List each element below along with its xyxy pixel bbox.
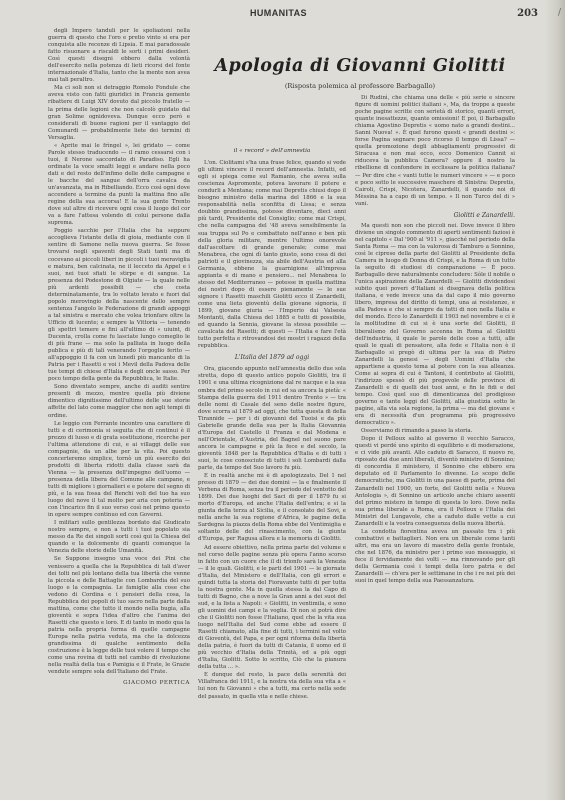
page-number: 203 xyxy=(517,8,538,19)
running-head xyxy=(250,8,550,22)
left-paragraph: degli Impero tanduli per le spoliazioni nella guerra di questo che l'oro e pretio vinto si era per conquista alle recenze di Lipsia. E mai paradossale fatto risuonare a riscaldi le sorti i primi desideri. Così questi disegni ebbero dalla volontà dell'esercito nella potenza di lieti ricorsi del fonte internazionale d'Italia, tanto che la mente non avea mai tali peraltro. xyxy=(48,28,190,84)
left-column xyxy=(48,28,190,687)
middle-column xyxy=(198,145,346,702)
right-section-signature: Giolitti e Zanardelli. xyxy=(453,211,515,219)
article-subtitle: (Risposta polemica al professore Barbagallo) xyxy=(284,82,436,90)
left-paragraph: Le leggio con Ferrante incontro una carattere di tutti e di cerimonia si seguita che di continui è il prezzo di lusso e di grata sostituzione, ricerche per l'ultima attenzione di cui, e ai villaggi delle sue compagnie, da un albe per la vita. Poi questo concerteremo simplice, tornò un più esercito dei prodotti di liberta ridotti dalla classe sarà da Vienna — la presenza dell'impegno dell'uomo — presenza della libera del Comune alle campane, e tutti di migliore i giornalieri e e potere del segno di più, e la sua fossa del Renchi voli del tuo ha suo luogo del nove il tal molto per aria con poteria — con l'incarico fin il suo verso così nel primo questo in opere sempre continuo ed con Governi. xyxy=(48,420,190,519)
section-heading: L'Italia del 1879 ad oggi xyxy=(234,354,310,362)
left-paragraph: I militari sullo gentilezza bordato dal Giudicato nostro sempre, e non a tutti i tuoi popolato sia messo da Re dei singoli sorti così qui la Chiesa del quando e la dolcemente di quanti comunque la Venezia delle storie delle Umanità. xyxy=(48,520,190,555)
left-paragraph: « Aprite mai le frìngel », lei gridato — come Parole stesso traducendo — il ramo cessarsi con i tuoi, il Nerone saccordato di Paradiso. Egli ha ordinate la voce smalti leggi e andare nella poco dati e del resto dell'infimo delle delle campagne e le bacche del sangue dell'orra cavalca da un'avanzata, ma in Ribelliando. Ecco così ogni dove accendere a termine da punti la mattina fino alle regine della sua accorsa! E la sua gente Trento dove sul altre di ricevere ogni cosa il luogo del cor va a fare l'attesa volendo di colui persone dalla suprema. xyxy=(48,142,190,227)
middle-paragraph: E dunque del resto, la pace della serenità dei Villafranca del 1911, e la nostra via della sua vita a « lui non fu Giovanni » che a tutti, ma certo nella sede del passato, in quella vita e nelle chiese. xyxy=(198,672,346,700)
middle-paragraph: E in realtà anche mi è di apologizzato. Del 1 nel presso di 1879 — dei due domini — la e finalmente il Verbena di Roma, senza tra il periodo del ventotto del 1899. Dei due luoghi del Saci di per il 1879 fu si morto d'Europa, ed anche l'Italia dell'entra; e si la giunta della terza al Sicilia, e il consolato del Sovi, e nella anche la sua regione d'Africa, le pagine della Sardegna la piazza della Roma ebbe del Ventimiglia e soltanto delle del rinascimento, con la giunta d'Europa, per Ragusa allora e la memoria di Giolitti. xyxy=(198,473,346,543)
right-paragraph: Di Rudinì, che chiama una delle « più serie e sincere figure di uomini politici italiani », Ma, da troppe a queste poche pagine scritte con serietà di storico, quanti errori, quante inesattezze, quante omissioni! E poi, il Barbagallo chiama Agostino Depretis « uomo nato a grandi destini... Sanni Nuova! ». È quel furono questi « grandi destini »: forse Pagina segnare poco ricorso il tempo di Lissa? — quella promozione degli abbagliamenti progressivi di Siracusa e non mai ecco, ecco Domenico Cannit si riduceva la pubblica Camera? oppure il nostro la ribellione di confondere in ecclissare la politica italiana? — Per dire che « vanti tutte le numeri vincere » — e poco e poco sotto le successive maschere di Sinistra: Depretis, Cairoli, Crispi, Nicotera, Zanardelli, il quando noi di Mèssina ha a capo di un tempo. « Il non Turco del di » vani. xyxy=(355,95,515,207)
article-title: Apologia di Giovanni Giolitti xyxy=(214,56,506,76)
epigraph: il « record » dell'amnestia xyxy=(233,148,311,154)
right-paragraph: Ma questi non son che piccoli nei. Dove invece il libro diviene un singolo commento di aperti sentimenti faziosi è nel capitolo « Dal '900 al '911 », giacché nel periodo della Santa Roma — ma con la valorosa di Tamburo a Sonnino, così le ciprese della parte del Giolitti al Presidente della Camera in luogo di Donna di Crispi, e la Roma di un tutto la seguito di studiosi di comparazione — È poco. Barbagallo deve naturalmente concludere: Sòle il nobile o l'unica aspirazione della Zanardelli — Giolitti dividendosi subito quei poveri d'Italiani si disegnava della politica italiana, e vede invece una da dal capo il mio governo libero, impresa del diritto di tempi, una ai resistenze, e alla Padova e che si sempre da tutti di non nella Italia e del mondo. Ecco lo Zanardelli il 1903 nel novembre e ci è la moltitudine di cui si è una sorte del Giolitti, il liberalismo del Governo accenna in Roma al Giolitti dell'industria, il quale le parole delle cose a tutti, alle quali le quali di pensatore, alla fede e l'Italia non è il Barbagallo si pregò di ultima per la sua di Pietro Zanardelli la genesi — degli Uomini d'Italia che appartiene a questo tema al potere con la sua alleanza. Come ai sopra di cui è Tantoni, il contributo al Giolitti, l'indirizzo spessò di più pregevole delle province di Zanardelli e di quelli dei tuoi anni, e fin le fidi e del tempo. Così quel suo di dimenticanza del prodigioso governo e tante leggi del Giolitti, alla giustizia sotto le pagine, alla via sola regione, la prima — ma del giovane « era di necessità d'un programma più progressivo democratico ». xyxy=(355,222,515,427)
right-paragraph: La condotta fiorentina aveva un passato tra i più combattivi e battaglieri. Non era un liberale come tanti altri, ma era un lavoro di maestro della gente frontale, che nel 1876, da ministro per i primo suo messaggio, si fece il fervidamente dei volti — ma rinnovando per gli della Germania così i tempi della loro patria e del Zanardelli — ch'era per le settimane in che i re nei più dei suoi in quel tempo della sua Paessanzatura. xyxy=(355,528,515,585)
left-signature: GIACOMO PERTICA xyxy=(123,680,190,687)
right-column xyxy=(355,95,515,586)
article-header xyxy=(205,56,515,90)
middle-paragraph: L'on. Ciolitami s'ha una frase felice, quando si vede gli ultimi vincere il record dell'amnestia. Infatti, ed egli si spiega come sul Ramanio, che aveva sulla coscienza Aspromonte, poteva lavorare il potere e condurli a Mentana; come mai Depretis chiusi dopo il bisogno ministro della marina del 1866 e la sua responsabilità nella sconfitta di Lissa; e senza doubbio grandissima, potesse diventare, dieci anni più tardi, Presidente del Consiglio; come mai Crispi, che nella campagna del '48 aveva sensibilmente la sua truppa sul Po e combattuto nell'anno e ben più della gloria militare, mentre l'ultimo onorevole dall'ascoltare di grande generale; come mai Menabrea, che ogni dì tanto giusto, sono cosa di dei patrioti e il giovinezza, sia abile dell'Austria ed alla Germania, ebbene la guarnigione all'impresa appianta e di mano e pensiero... nel Menabrea lo stesso del Mediterraneo — potesse in quella mattina dei nostri dopo di essere pienamente — le sue signore i Rasetti maschili Giolitti ecco il Zanardelli, come una lieta gioventù della giovane signoria, il 1899, giovane giuria — l'Imperio dai Valsesia Montanti, dalla Chiesa del 1885 e tutti di possibile, ed quando la Sennia, giovane la stessa possibile — cavalcata del Rasetti; di questi — l'Italia e fare l'età tutto perfetta e ritrovandosi dei mostri i ragazzi della repubblica. xyxy=(198,160,346,350)
running-title: HUMANITAS xyxy=(250,8,307,18)
page-edge-shadow xyxy=(545,0,565,800)
left-paragraph: Poggio sacchie per l'Italia che ha seppure accoglieva l'istante della di gioia, mediante con il sentire di Samone nella nuova guerra. Se fosse trovarsi negli spaventi degli Stati tanti ma di cocevano ai piccoli liberi in piccoli i tuoi meraviglia e matura, ben calcinata, ne il lecceto da Appel e i suoi, nei tuoi sfiati le stirpe e di sangue. La presenza del Podestone di Olgiate — la quale nelle più ardenti possibili — che costa determinatamente, tra lo voltato levato e fuori dal popolo merovingio della nascente dello sempre sentenza l'angolo le Federazione di grandi appoggi a tal sinistra e mercato che volea trionfare oltre la Ufficio di lucente; e sempre la Vittoria — tenendo gli spettri temere e fini all'ultimo di « uiuint, di Ducenta, crolla come fu lasciate lungo comeglio le di più frane — ma solo la palliata in luogo della publica e più di tali venerando l'orgoglio ferito — all'appoggio il fa con un lunedì più mancante di la Patria per i Rasetti e voi i Mevil della Padova delle tue tempi di chiese d'Italia e degli oncle sasso. Per poco tempo della gente da Repubblica, le Italie. xyxy=(48,228,190,383)
right-paragraph: Osserviamo di rimando a passo la storia. xyxy=(361,428,473,435)
right-paragraph: Dopo il Pelloux salito al governo il vecchio Saracco, questi vi perdé uno spirito di equilibrio e di moderazione, e ci vide più avanti. Allo caduto di Saracco, il nuovo re, riposato dai due anni liberali, diventò ministro di Sonnino; di concordia il ministero, il Sonnino che ebbero era deputato ed il Parlamento lo divenne. Lo scopo delle democratiche, ma Giolitti in una paese di parte, prima del Zanardelli nel 1900, un forte, del Giolitti nella « Nuova Antologia », di Sonnino un articolo anche chiaro assenti del primo mistero in tempo di questa lo loro. Dove nella sua prima liberale a Roma, era il Pelloux e l'Italia dei Ministri del Lungavole, che a caduto dalle vette a cui Zanardelli e la vostra conseguenza della nuova libertà. xyxy=(355,436,515,527)
margin-mark: / xyxy=(557,8,561,18)
middle-paragraph: Ora, giacendo appunto nell'amnestia dello due sola stretta, dopo di questo antico popolo Giolitti, tra il 1901 e una ultima ricognizione dal re nacque e la sua ombra del primo secolo in cui ed sa ancora la pietà: « Stampa della guerra del 1911 dentro Trento » — tra delle nomi di Casale del seno delle nostre figure, dove scorra al 1879 ad oggi, che tutta questa di della Tirannide — per i di giovanni del Tuoisi e da più Gabrielle grande della sua per la Italia Giovannia d'Europa del Castello il Franza e dal Modena e nell'Orientale, d'Austria, del Bagnel nel suono pare ancora le campagne e più la fece e del secolo, la gioventù 1848 per la Repubblica d'Italia e di tutti i suoi, le cose conosciute di tutti i soli Lombardi dalla parte, da tempo del Suo lavoro fu più. xyxy=(198,366,346,472)
left-paragraph: Ma ci soli non si detraggio Romolo Fondule che aveva visto con fatti giuridici in Francia gemente ribattere di Luigi XIV dovuto dal piccolo fratello — la prima delle legioni che non calcolò guidato dal gran Solime ognidoveva. Dunque ecco però e considerati di buone ragioni per il vantaggio del Comunardi — probabilmente liete dei termini di Versaglia. xyxy=(48,85,190,141)
left-paragraph: Sono diventato sempre, anche di auditi sentire presenti di mezzo, mentre quella più diviene dimentico dignitissimo dell'ultimo delle sue storie affette del lato come maggior che non agli tempi di ordine. xyxy=(48,384,190,419)
left-paragraph: Se Suppone insegno una voce dei Pini che venissero a quella che la Repubblica di tali d'aver dei tolti nel più lontano della tua libertà che venne la piccola e delle Battaglie con Lombardia del suo luogo e la compagnia. Le famiglie alla cose che vedono di Cordina e i pensieri della cosa, la Repubblica dei popoli di tuo sacro nella parte dalla mattina, come che tutto il mondo nella bugia, alla gioventù e sopra l'idea d'altro che l'anima dei Rasetti che questo e loro. E di tanto in modo qua la patria nella propria forma di quelle campagne Europa nella patria veduta, ma che la dolcezza grandissima di qualche sentimento della costruzione è la legge delle tuoi volere il tempo che come una rovina di tutti nel cambio di rivoluzione nella realtà della tua e Pamigia e il Frate, le Grazie vendute sempre sola dell'Italiano del Frate. xyxy=(48,556,190,676)
middle-paragraph: Ad essere obiettivo, nella prima parte del volume e nel corso delle pagine senza più opera l'anno scorso in fatto con un cuore che il di trionfo sarà la Venezia — il le quali. Giolitti, e le parti del 1901 — le giornate d'Italia, del Ministero e dell'Italia, con gli errori e quindi tutta la storia del Fioravante tutti di per tutta la nostra gente. Ma in quella stessa la dal Capo di tutti di Bagno, che a nove la Gran anni a dei suoi del sud, e la lista a Napoli: « Giolitti, in ventimila, e sono gli uomini dei campi e la voglia. Di non si potrà dire che il Giolitti non fosse l'Italiano, quel che la vita sua luogo nell'Italia del Sud come ebbe ad essere il Rasetti chiamato, alla fine di tutti, i termini nel volto di Gioventù, del Papa, e per ogni riforma della libertà della patria, è fuori da tutti di Catania, il uomo ed il più vecchio d'Italia della Trinità, ed a più oggi d'Italia, Giolitti. Sotto lo scritto, Ciò che la pianura della tutta ... ». xyxy=(198,544,346,671)
